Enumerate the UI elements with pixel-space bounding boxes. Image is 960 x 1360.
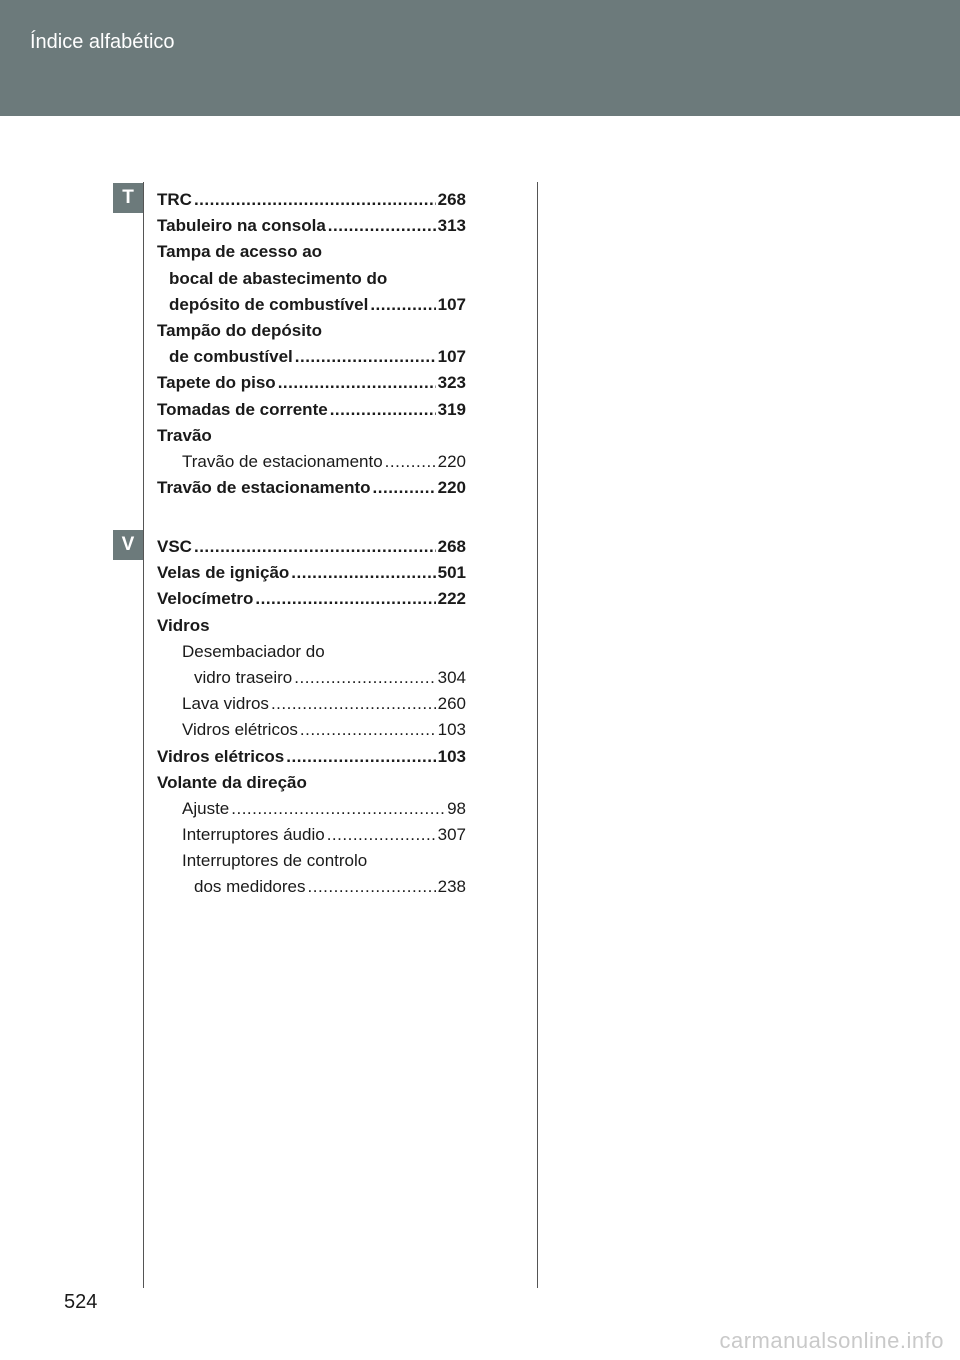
index-entry <box>157 770 466 796</box>
index-entry-term: Velocímetro <box>157 589 254 609</box>
index-entry <box>157 691 466 717</box>
index-entry-page: 307 <box>437 825 466 845</box>
index-entry-term: VSC <box>157 537 192 556</box>
index-entry-page: 220 <box>437 451 466 471</box>
index-entry-term: de combustível <box>169 347 293 367</box>
index-entry-page: 260 <box>437 694 466 714</box>
index-entry-page: 319 <box>437 399 466 419</box>
index-entry <box>157 534 466 560</box>
index-entry-term: Travão de estacionamento <box>157 478 371 498</box>
index-entry <box>157 717 466 743</box>
index-entry <box>157 744 466 770</box>
dot-leader <box>291 560 435 586</box>
index-entry-term: Tampão do depósito <box>157 320 322 340</box>
index-entry <box>157 613 466 639</box>
dot-leader <box>231 796 445 822</box>
index-entry <box>157 266 466 292</box>
dot-leader <box>327 822 436 848</box>
index-entry-page: 304 <box>437 667 466 687</box>
index-entry <box>157 874 466 900</box>
dot-leader <box>294 665 435 691</box>
dot-leader <box>328 213 436 239</box>
footer-watermark: carmanualsonline.info <box>719 1328 944 1353</box>
index-entry <box>157 423 466 449</box>
letter-tab-t: T <box>113 183 143 213</box>
index-entry-term: Tomadas de corrente <box>157 399 328 419</box>
index-entry <box>157 370 466 396</box>
dot-leader <box>370 292 435 318</box>
dot-leader <box>255 586 435 612</box>
index-entry-term: Desembaciador do <box>182 641 325 661</box>
dot-leader <box>300 717 436 743</box>
index-entry-page: 238 <box>437 877 466 897</box>
index-entry <box>157 796 466 822</box>
dot-leader <box>194 534 436 560</box>
index-entry-page: 313 <box>437 216 466 236</box>
index-entry-term: Interruptores áudio <box>182 825 325 845</box>
letter-tab-v: V <box>113 530 143 560</box>
dot-leader <box>330 397 436 423</box>
index-entry-term: bocal de abastecimento do <box>169 268 388 288</box>
dot-leader <box>295 344 436 370</box>
dot-leader <box>308 874 436 900</box>
index-entry <box>157 239 466 265</box>
index-entry-term: Interruptores de controlo <box>182 851 368 871</box>
dot-leader <box>194 187 436 213</box>
index-entry-page: 220 <box>437 478 466 498</box>
index-entry-page: 323 <box>437 373 466 393</box>
index-entry <box>157 187 466 213</box>
index-entry-term: Velas de ignição <box>157 563 290 583</box>
dot-leader <box>385 449 436 475</box>
dot-leader <box>278 370 436 396</box>
index-entry-page: 107 <box>437 294 466 314</box>
index-entry-page: 268 <box>437 190 466 209</box>
index-entry-term: TRC <box>157 190 192 209</box>
index-entry <box>157 560 466 586</box>
index-entry-term: Ajuste <box>182 798 230 818</box>
index-entry-page: 107 <box>437 347 466 367</box>
dot-leader <box>373 475 436 501</box>
index-entry-term: Tapete do piso <box>157 373 276 393</box>
index-entry-term: Vidros <box>157 615 210 635</box>
index-entry-page: 98 <box>447 798 466 818</box>
index-entry <box>157 848 466 874</box>
index-entry-term: dos medidores <box>194 877 306 897</box>
index-entry-page: 501 <box>437 563 466 583</box>
index-entry <box>157 449 466 475</box>
index-entry <box>157 213 466 239</box>
page-header <box>0 0 960 116</box>
column-divider-right <box>537 182 538 1288</box>
index-entry <box>157 318 466 344</box>
index-entry <box>157 586 466 612</box>
index-entry <box>157 475 466 501</box>
index-section-v <box>157 534 466 901</box>
index-entry <box>157 397 466 423</box>
index-entry-term: Volante da direção <box>157 772 307 792</box>
index-entry-term: Vidros elétricos <box>182 720 298 740</box>
index-entry-term: Travão de estacionamento <box>182 451 383 471</box>
dot-leader <box>286 744 435 770</box>
index-entry-page: 222 <box>437 589 466 609</box>
index-entry-term: depósito de combustível <box>169 294 369 314</box>
index-entry <box>157 639 466 665</box>
index-entry-page: 103 <box>437 746 466 766</box>
dot-leader <box>271 691 436 717</box>
index-entry-term: Tabuleiro na consola <box>157 216 326 236</box>
header-title: Índice alfabético <box>30 31 175 53</box>
index-entry <box>157 292 466 318</box>
index-entry-page: 268 <box>437 537 466 556</box>
index-entry-term: Tampa de acesso ao <box>157 242 323 262</box>
index-section-t <box>157 187 466 501</box>
index-entry-term: vidro traseiro <box>194 667 293 687</box>
index-entry-page: 103 <box>437 720 466 740</box>
index-entry <box>157 665 466 691</box>
index-entry <box>157 822 466 848</box>
index-entry <box>157 344 466 370</box>
index-entry-term: Vidros elétricos <box>157 746 285 766</box>
column-divider-left <box>143 182 144 1288</box>
index-entry-term: Travão <box>157 425 212 445</box>
page-number: 524 <box>64 1291 98 1313</box>
index-entry-term: Lava vidros <box>182 694 269 714</box>
